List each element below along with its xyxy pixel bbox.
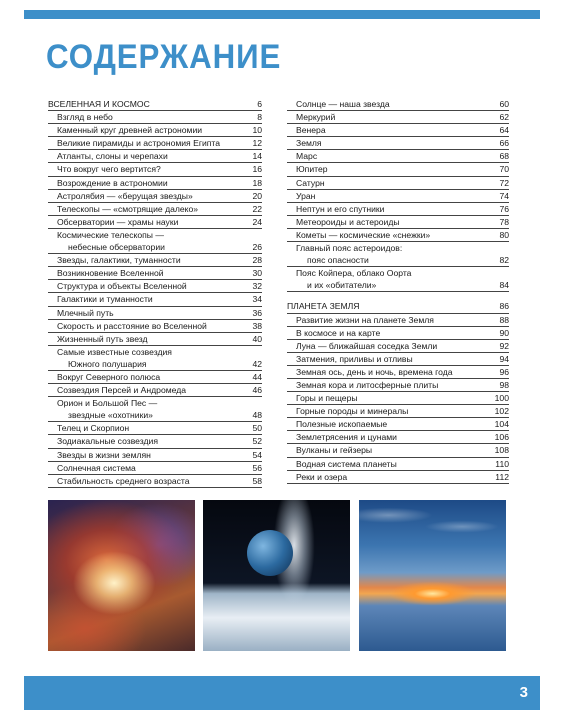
toc-entry-title: Реки и озера xyxy=(296,471,348,482)
toc-page-number: 12 xyxy=(252,138,262,149)
toc-page-number: 62 xyxy=(499,112,509,123)
toc-entry-row xyxy=(287,279,509,292)
toc-entry-title: Обсерватории — храмы науки xyxy=(57,216,179,227)
toc-entry-row xyxy=(287,216,509,229)
toc-page-number: 52 xyxy=(252,436,262,447)
toc-page-number: 86 xyxy=(499,301,509,312)
planet-shape xyxy=(247,530,293,576)
toc-entry-title: Сатурн xyxy=(296,177,325,188)
toc-entry-title: Горные породы и минералы xyxy=(296,406,409,417)
toc-entry-title: пояс опасности xyxy=(307,255,369,266)
toc-page-number: 76 xyxy=(499,203,509,214)
toc-entry-title: Телец и Скорпион xyxy=(57,423,130,434)
toc-page-number: 20 xyxy=(252,190,262,201)
toc-entry-row xyxy=(287,267,509,279)
toc-section-row xyxy=(287,300,509,313)
toc-entry-title: ПЛАНЕТА ЗЕМЛЯ xyxy=(287,301,360,312)
toc-page-number: 80 xyxy=(499,229,509,240)
toc-entry-title: Созвездия Персей и Андромеда xyxy=(57,385,187,396)
toc-entry-title: Астролябия — «берущая звезды» xyxy=(57,190,193,201)
toc-entry-row xyxy=(287,314,509,327)
toc-entry-row xyxy=(48,137,262,150)
toc-page-number: 6 xyxy=(257,99,262,109)
toc-column-left xyxy=(48,98,262,488)
toc-entry-row xyxy=(48,397,262,409)
toc-page-number: 18 xyxy=(252,177,262,188)
clouds-layer xyxy=(359,500,506,576)
toc-entry-row xyxy=(287,203,509,216)
toc-page-number: 26 xyxy=(252,242,262,253)
toc-page-number: 108 xyxy=(494,445,509,456)
toc-entry-row xyxy=(48,203,262,216)
toc-page-number: 64 xyxy=(499,125,509,136)
nebula-photo xyxy=(48,500,195,651)
toc-entry-row xyxy=(287,340,509,353)
toc-page-number: 82 xyxy=(499,255,509,266)
toc-entry-row xyxy=(48,293,262,306)
toc-page-number: 72 xyxy=(499,177,509,188)
toc-page-number: 34 xyxy=(252,294,262,305)
toc-entry-row xyxy=(287,431,509,444)
toc-entry-title: Звезды, галактики, туманности xyxy=(57,255,181,266)
bottom-decorative-bar xyxy=(24,676,540,710)
toc-entry-title: Космические телескопы — xyxy=(57,229,164,240)
toc-entry-title: ВСЕЛЕННАЯ И КОСМОС xyxy=(48,99,150,109)
toc-entry-title: Венера xyxy=(296,125,326,136)
toc-page-number: 88 xyxy=(499,314,509,325)
toc-entry-row xyxy=(287,163,509,176)
toc-entry-title: Нептун и его спутники xyxy=(296,203,385,214)
toc-entry-title: Землетрясения и цунами xyxy=(296,432,397,443)
toc-entry-row xyxy=(287,177,509,190)
toc-page-number: 112 xyxy=(495,471,509,482)
toc-entry-row xyxy=(48,216,262,229)
toc-page-number: 106 xyxy=(494,432,509,443)
toc-page-number: 30 xyxy=(252,268,262,279)
toc-page-number: 56 xyxy=(252,462,262,473)
toc-page-number: 50 xyxy=(252,423,262,434)
toc-entry-row xyxy=(287,366,509,379)
toc-page-number: 104 xyxy=(494,419,509,430)
toc-page-number: 70 xyxy=(499,164,509,175)
toc-entry-title: звездные «охотники» xyxy=(68,410,153,421)
toc-page-number: 102 xyxy=(494,406,509,417)
toc-entry-row xyxy=(48,358,262,371)
toc-entry-title: Стабильность среднего возраста xyxy=(57,475,190,486)
toc-entry-title: Галактики и туманности xyxy=(57,294,153,305)
toc-entry-row xyxy=(287,444,509,457)
toc-entry-row xyxy=(287,392,509,405)
toc-page-number: 14 xyxy=(252,151,262,162)
toc-page-number: 84 xyxy=(499,280,509,291)
toc-entry-title: Марс xyxy=(296,151,318,162)
toc-page-number: 94 xyxy=(499,353,509,364)
toc-page-number: 66 xyxy=(499,138,509,149)
toc-page-number: 90 xyxy=(499,327,509,338)
toc-entry-title: Каменный круг древней астрономии xyxy=(57,125,203,136)
toc-entry-title: Солнце — наша звезда xyxy=(296,99,390,109)
toc-page-number: 46 xyxy=(252,385,262,396)
toc-page-number: 92 xyxy=(499,340,509,351)
toc-entry-row xyxy=(48,254,262,267)
toc-entry-title: Возрождение в астрономии xyxy=(57,177,168,188)
toc-page-number: 48 xyxy=(252,410,262,421)
toc-page-number: 54 xyxy=(252,449,262,460)
toc-entry-row xyxy=(48,435,262,448)
toc-entry-row xyxy=(48,462,262,475)
toc-entry-title: Затмения, приливы и отливы xyxy=(296,353,413,364)
toc-entry-title: Главный пояс астероидов: xyxy=(296,243,403,254)
toc-page-number: 28 xyxy=(252,255,262,266)
toc-page-number: 16 xyxy=(252,164,262,175)
toc-entry-title: Атланты, слоны и черепахи xyxy=(57,151,168,162)
toc-page-number: 40 xyxy=(252,333,262,344)
toc-entry-row xyxy=(48,320,262,333)
toc-page-number: 24 xyxy=(252,216,262,227)
toc-entry-row xyxy=(287,471,509,484)
toc-entry-row xyxy=(287,124,509,137)
toc-entry-row xyxy=(48,124,262,137)
toc-entry-row xyxy=(48,190,262,203)
toc-entry-row xyxy=(48,449,262,462)
toc-entry-row xyxy=(48,409,262,422)
toc-entry-title: Уран xyxy=(296,190,316,201)
toc-entry-row xyxy=(287,254,509,267)
toc-entry-row xyxy=(287,98,509,111)
toc-entry-title: В космосе и на карте xyxy=(296,327,381,338)
toc-entry-title: Вулканы и гейзеры xyxy=(296,445,373,456)
toc-entry-title: Орион и Большой Пес — xyxy=(57,398,158,409)
toc-entry-title: Луна — ближайшая соседка Земли xyxy=(296,340,438,351)
toc-entry-title: Структура и объекты Вселенной xyxy=(57,281,187,292)
toc-entry-row xyxy=(287,229,509,242)
toc-entry-row xyxy=(287,327,509,340)
toc-entry-title: Метеороиды и астероиды xyxy=(296,216,400,227)
toc-entry-row xyxy=(48,475,262,488)
toc-entry-row xyxy=(287,137,509,150)
toc-entry-title: Пояс Койпера, облако Оорта xyxy=(296,268,412,279)
toc-entry-title: Горы и пещеры xyxy=(296,393,358,404)
toc-entry-title: Зодиакальные созвездия xyxy=(57,436,158,447)
toc-page-number: 96 xyxy=(499,366,509,377)
toc-page-number: 8 xyxy=(257,112,262,123)
toc-entry-row xyxy=(48,267,262,280)
toc-page-number: 32 xyxy=(252,281,262,292)
toc-page-number: 22 xyxy=(252,203,262,214)
toc-page-number: 68 xyxy=(499,151,509,162)
toc-entry-title: Великие пирамиды и астрономия Египта xyxy=(57,138,221,149)
toc-page-number: 78 xyxy=(499,216,509,227)
toc-entry-row xyxy=(287,150,509,163)
toc-entry-title: Меркурий xyxy=(296,112,336,123)
toc-entry-title: Кометы — космические «снежки» xyxy=(296,229,431,240)
sunset-sea-photo xyxy=(359,500,506,651)
toc-entry-title: Самые известные созвездия xyxy=(57,346,172,357)
toc-entry-title: Земля xyxy=(296,138,322,149)
toc-entry-row xyxy=(287,242,509,254)
toc-page-number: 74 xyxy=(499,190,509,201)
planet-surface-photo xyxy=(203,500,350,651)
toc-entry-row xyxy=(48,163,262,176)
toc-entry-row xyxy=(287,418,509,431)
toc-entry-title: Южного полушария xyxy=(68,358,147,369)
toc-entry-row xyxy=(48,111,262,124)
toc-entry-title: Водная система планеты xyxy=(296,458,397,469)
toc-entry-title: и их «обитатели» xyxy=(307,280,377,291)
toc-entry-row xyxy=(287,190,509,203)
toc-entry-row xyxy=(48,346,262,358)
toc-page-number: 42 xyxy=(252,358,262,369)
toc-page-number: 110 xyxy=(495,458,509,469)
toc-entry-title: Млечный путь xyxy=(57,307,114,318)
toc-entry-title: Полезные ископаемые xyxy=(296,419,388,430)
toc-column-right xyxy=(287,98,509,484)
toc-page-number: 98 xyxy=(499,379,509,390)
toc-entry-row xyxy=(287,353,509,366)
toc-entry-title: Взгляд в небо xyxy=(57,112,113,123)
toc-entry-title: Возникновение Вселенной xyxy=(57,268,164,279)
toc-entry-title: Вокруг Северного полюса xyxy=(57,371,161,382)
toc-entry-title: Земная кора и литосферные плиты xyxy=(296,379,439,390)
toc-entry-row xyxy=(287,405,509,418)
toc-page-number: 100 xyxy=(494,393,509,404)
toc-entry-row xyxy=(287,111,509,124)
toc-entry-title: Жизненный путь звезд xyxy=(57,333,148,344)
toc-page-number: 10 xyxy=(252,125,262,136)
toc-page-number: 58 xyxy=(252,475,262,486)
toc-entry-row xyxy=(48,384,262,397)
toc-gap xyxy=(287,292,509,300)
toc-entry-row xyxy=(48,229,262,241)
toc-entry-title: Звезды в жизни землян xyxy=(57,449,151,460)
toc-section-row xyxy=(48,98,262,111)
page-title: СОДЕРЖАНИЕ xyxy=(46,38,282,76)
toc-entry-row xyxy=(287,458,509,471)
toc-entry-title: Солнечная система xyxy=(57,462,136,473)
toc-entry-title: Юпитер xyxy=(296,164,328,175)
toc-entry-row xyxy=(48,241,262,254)
toc-page-number: 36 xyxy=(252,307,262,318)
toc-entry-row xyxy=(48,307,262,320)
toc-entry-row xyxy=(48,422,262,435)
toc-entry-title: Скорость и расстояние во Вселенной xyxy=(57,320,207,331)
page-number: 3 xyxy=(519,684,528,701)
toc-entry-row xyxy=(48,333,262,346)
toc-entry-title: Развитие жизни на планете Земля xyxy=(296,314,434,325)
toc-entry-title: небесные обсерватории xyxy=(68,242,165,253)
toc-page-number: 38 xyxy=(252,320,262,331)
toc-entry-title: Что вокруг чего вертится? xyxy=(57,164,161,175)
toc-page-number: 44 xyxy=(252,371,262,382)
toc-entry-row xyxy=(287,379,509,392)
toc-entry-title: Земная ось, день и ночь, времена года xyxy=(296,366,453,377)
toc-page-number: 60 xyxy=(499,99,509,109)
top-decorative-bar xyxy=(24,10,540,19)
toc-entry-row xyxy=(48,280,262,293)
toc-entry-title: Телескопы — «смотрящие далеко» xyxy=(57,203,199,214)
toc-entry-row xyxy=(48,150,262,163)
toc-entry-row xyxy=(48,371,262,384)
toc-entry-row xyxy=(48,177,262,190)
